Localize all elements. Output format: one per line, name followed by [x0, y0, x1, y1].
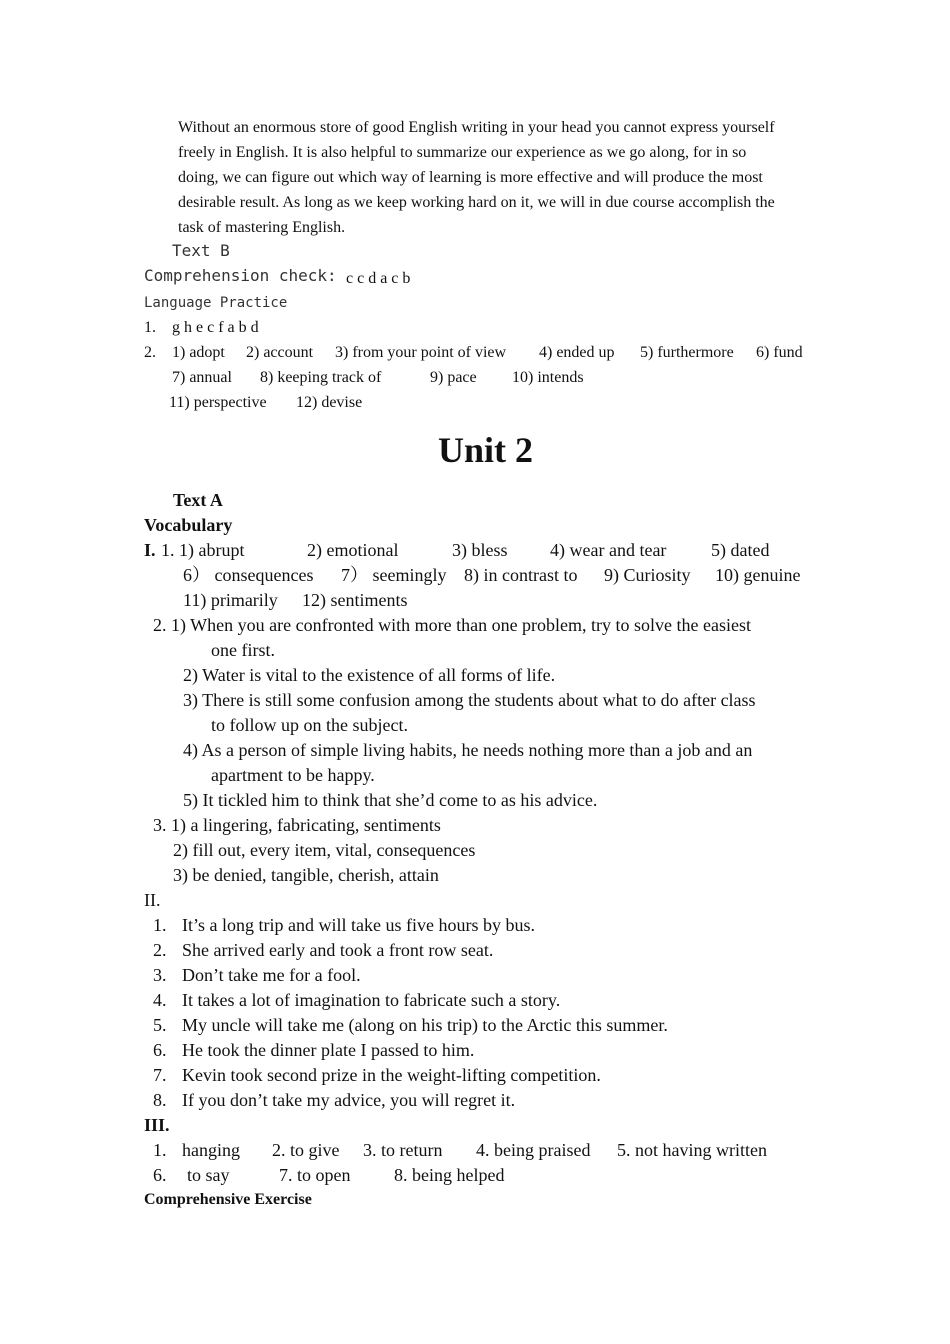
list-item: It takes a lot of imagination to fabricate such a story. [182, 990, 561, 1010]
list-item: He took the dinner plate I passed to him. [182, 1040, 475, 1060]
sentence-line: 5) It tickled him to think that she’d come to as his advice. [183, 790, 598, 810]
list-item: Kevin took second prize in the weight-lifting competition. [182, 1065, 601, 1085]
list-number: 6. [153, 1040, 167, 1060]
answer-item: 9) pace [430, 369, 477, 386]
answer-item: 12) devise [296, 394, 363, 411]
list-number: 7. [153, 1065, 167, 1085]
section-label: I. [144, 540, 156, 560]
intro-line: task of mastering English. [178, 219, 346, 236]
q1-answer: g h e c f a b d [172, 319, 259, 336]
answer-item: 7. to open [279, 1165, 351, 1185]
answer-item: 3) bless [452, 540, 508, 560]
section-label: III. [144, 1115, 170, 1135]
section-label: II. [144, 890, 161, 910]
list-item: If you don’t take my advice, you will regret it. [182, 1090, 516, 1110]
list-number: 6. [153, 1165, 167, 1185]
intro-line: Without an enormous store of good English writing in your head you cannot express yourself [178, 119, 775, 136]
list-number: 4. [153, 990, 167, 1010]
answer-item: 4) wear and tear [550, 540, 667, 560]
comprehension-answers: c c d a c b [346, 270, 411, 287]
list-item: It’s a long trip and will take us five hours by bus. [182, 915, 535, 935]
language-practice-heading: Language Practice [144, 295, 288, 311]
answer-item: 11) perspective [169, 394, 267, 411]
answer-item: 7) annual [172, 369, 232, 386]
answer-item: 8. being helped [394, 1165, 505, 1185]
sentence-line: 2) Water is vital to the existence of all forms of life. [183, 665, 556, 685]
answer-item: 8) keeping track of [260, 369, 382, 386]
intro-line: freely in English. It is also helpful to summarize our experience as we go along, for in so [178, 144, 747, 161]
answer-item: 1) adopt [172, 344, 225, 361]
sentence-line: 3) be denied, tangible, cherish, attain [173, 865, 439, 885]
answer-item: 4. being praised [476, 1140, 591, 1160]
text-b-heading: Text B [172, 241, 230, 260]
answer-item: 2) account [246, 344, 314, 361]
answer-item: 9) Curiosity [604, 565, 691, 585]
answer-item: 5) dated [711, 540, 770, 560]
sentence-line: 2. 1) When you are confronted with more than one problem, try to solve the easiest [153, 615, 751, 635]
vocabulary-heading: Vocabulary [144, 515, 233, 535]
intro-line: desirable result. As long as we keep working hard on it, we will in due course accomplish the [178, 194, 775, 211]
answer-item: hanging [182, 1140, 240, 1160]
list-item: Don’t take me for a fool. [182, 965, 361, 985]
intro-line: doing, we can figure out which way of learning is more effective and will produce the most [178, 169, 763, 186]
comprehensive-exercise-heading: Comprehensive Exercise [144, 1191, 312, 1208]
answer-item: 11) primarily [183, 590, 278, 610]
answer-item: 3. to return [363, 1140, 443, 1160]
sentence-line: 3) There is still some confusion among the students about what to do after class [183, 690, 756, 710]
list-number: 3. [153, 965, 167, 985]
sentence-line: 3. 1) a lingering, fabricating, sentiments [153, 815, 441, 835]
answer-item: 10) genuine [715, 565, 801, 585]
answer-item: 6) fund [756, 344, 803, 361]
unit-title: Unit 2 [438, 430, 534, 470]
answer-item: 6） consequences [183, 565, 314, 585]
answer-item: to say [187, 1165, 230, 1185]
answer-item: 12) sentiments [302, 590, 408, 610]
answer-item: 1. 1) abrupt [161, 540, 245, 560]
answer-item: 3) from your point of view [335, 344, 507, 361]
sentence-line: one first. [211, 640, 275, 660]
comprehension-label: Comprehension check: [144, 266, 337, 285]
list-item: My uncle will take me (along on his trip) to the Arctic this summer. [182, 1015, 668, 1035]
question-number: 1. [144, 319, 156, 336]
list-number: 1. [153, 1140, 167, 1160]
answer-item: 2. to give [272, 1140, 340, 1160]
sentence-line: to follow up on the subject. [211, 715, 408, 735]
list-number: 1. [153, 915, 167, 935]
sentence-line: 2) fill out, every item, vital, consequences [173, 840, 476, 860]
answer-item: 4) ended up [539, 344, 615, 361]
answer-item: 10) intends [512, 369, 584, 386]
text-a-heading: Text A [173, 490, 223, 510]
answer-item: 5. not having written [617, 1140, 767, 1160]
answer-item: 7） seemingly [341, 565, 447, 585]
answer-item: 2) emotional [307, 540, 399, 560]
sentence-line: apartment to be happy. [211, 765, 375, 785]
list-number: 5. [153, 1015, 167, 1035]
answer-item: 5) furthermore [640, 344, 734, 361]
sentence-line: 4) As a person of simple living habits, he needs nothing more than a job and an [183, 740, 753, 760]
answer-item: 8) in contrast to [464, 565, 578, 585]
list-number: 2. [153, 940, 167, 960]
list-item: She arrived early and took a front row seat. [182, 940, 494, 960]
list-number: 8. [153, 1090, 167, 1110]
question-number: 2. [144, 344, 156, 361]
